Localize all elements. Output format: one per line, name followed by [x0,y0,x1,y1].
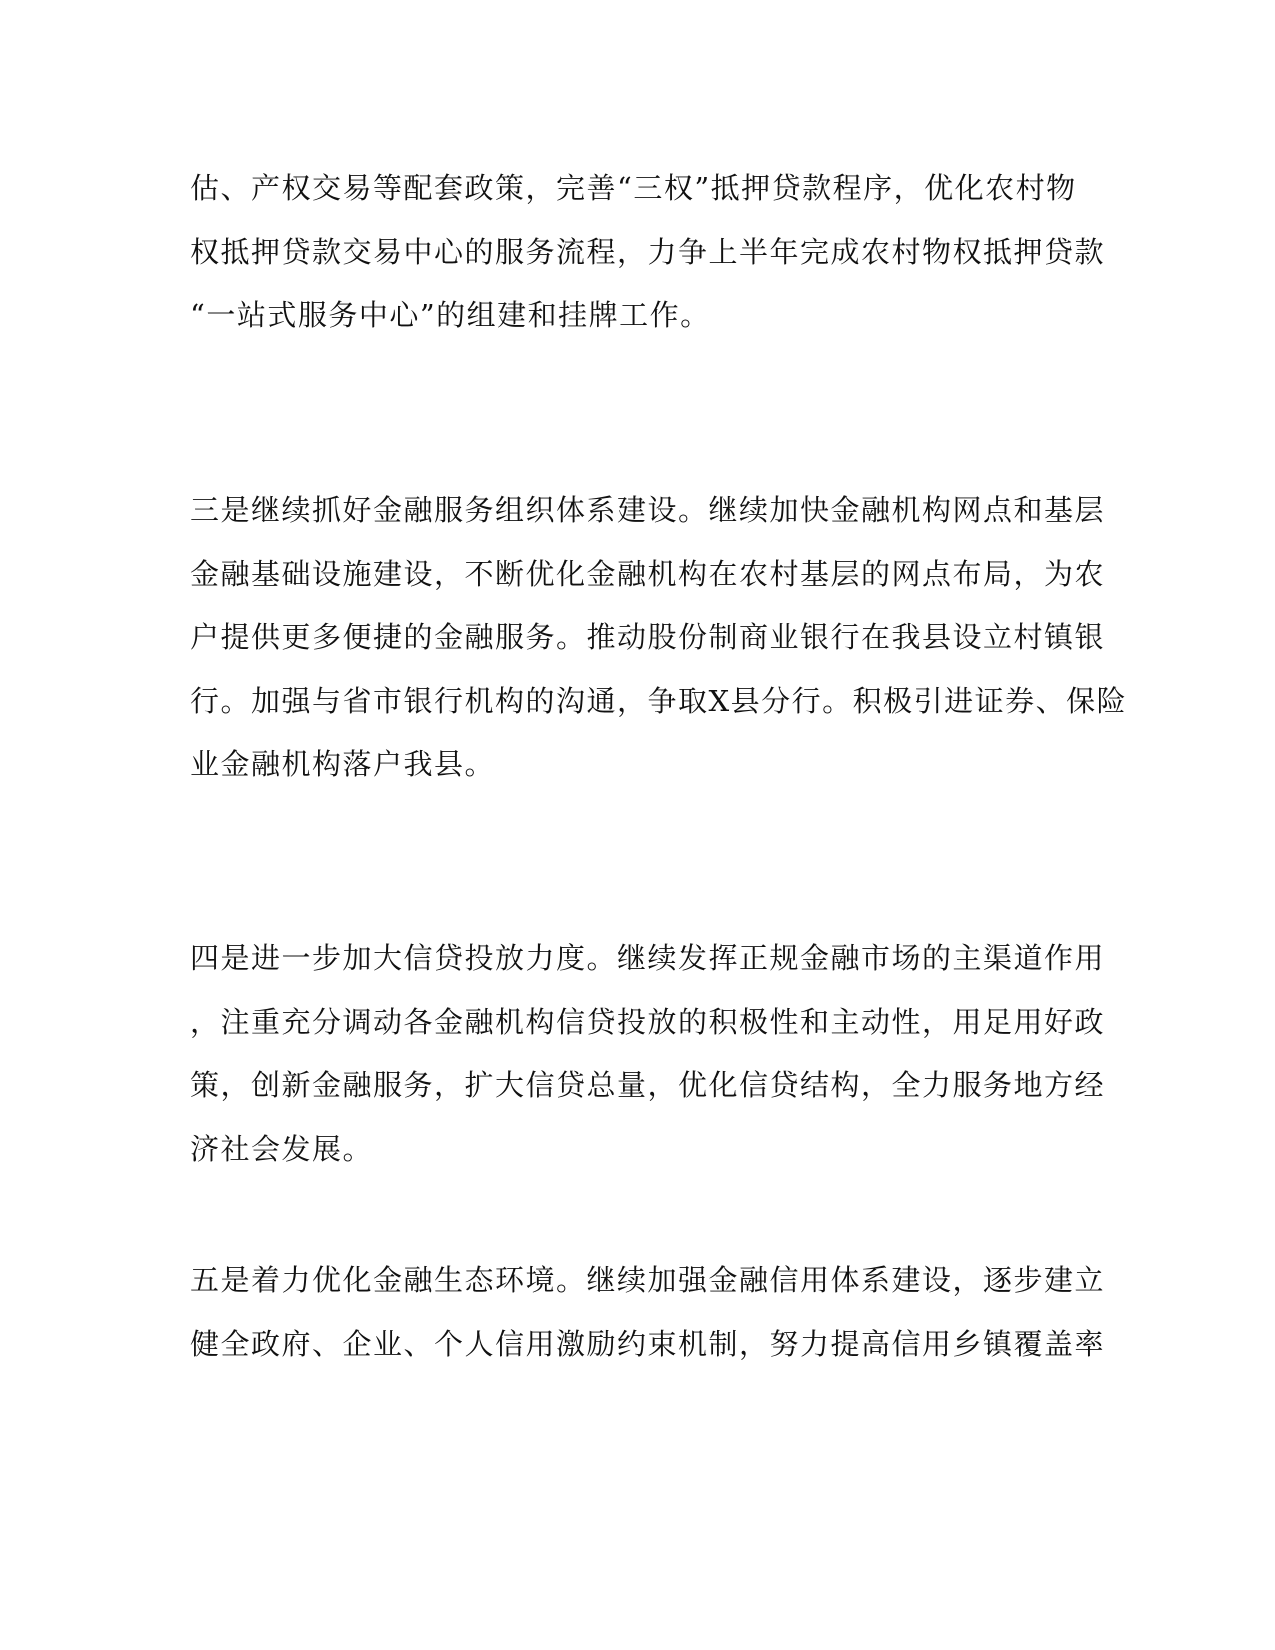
text-line: 策，创新金融服务，扩大信贷总量，优化信贷结构，全力服务地方经 [190,1068,1106,1102]
text-line: 估、产权交易等配套政策，完善“三权”抵押贷款程序，优化农村物 [190,171,1077,205]
text-line: 权抵押贷款交易中心的服务流程，力争上半年完成农村物权抵押贷款 [190,234,1106,269]
text-line: 济社会发展。 [190,1131,374,1166]
paragraph-point-five [190,1249,1106,1376]
text-line: 三是继续抓好金融服务组织体系建设。继续加快金融机构网点和基层 [190,493,1106,527]
text-line: 五是着力优化金融生态环境。继续加强金融信用体系建设，逐步建立 [190,1263,1106,1297]
paragraph-point-four [190,927,1106,1181]
text-line: 业金融机构落户我县。 [190,747,496,781]
text-line: 户提供更多便捷的金融服务。推动股份制商业银行在我县设立村镇银 [190,620,1106,654]
text-line: 金融基础设施建设，不断优化金融机构在农村基层的网点布局，为农 [190,556,1106,591]
text-line: 行。加强与省市银行机构的沟通，争取X县分行。积极引进证券、保险 [190,683,1128,718]
paragraph-rights-mortgage [190,157,1106,348]
paragraph-point-three [190,479,1128,797]
text-line: “一站式服务中心”的组建和挂牌工作。 [190,298,711,332]
text-line: 健全政府、企业、个人信用激励约束机制，努力提高信用乡镇覆盖率 [190,1326,1106,1361]
text-line: 四是进一步加大信贷投放力度。继续发挥正规金融市场的主渠道作用 [190,941,1106,975]
text-line: ，注重充分调动各金融机构信贷投放的积极性和主动性，用足用好政 [190,1004,1106,1039]
